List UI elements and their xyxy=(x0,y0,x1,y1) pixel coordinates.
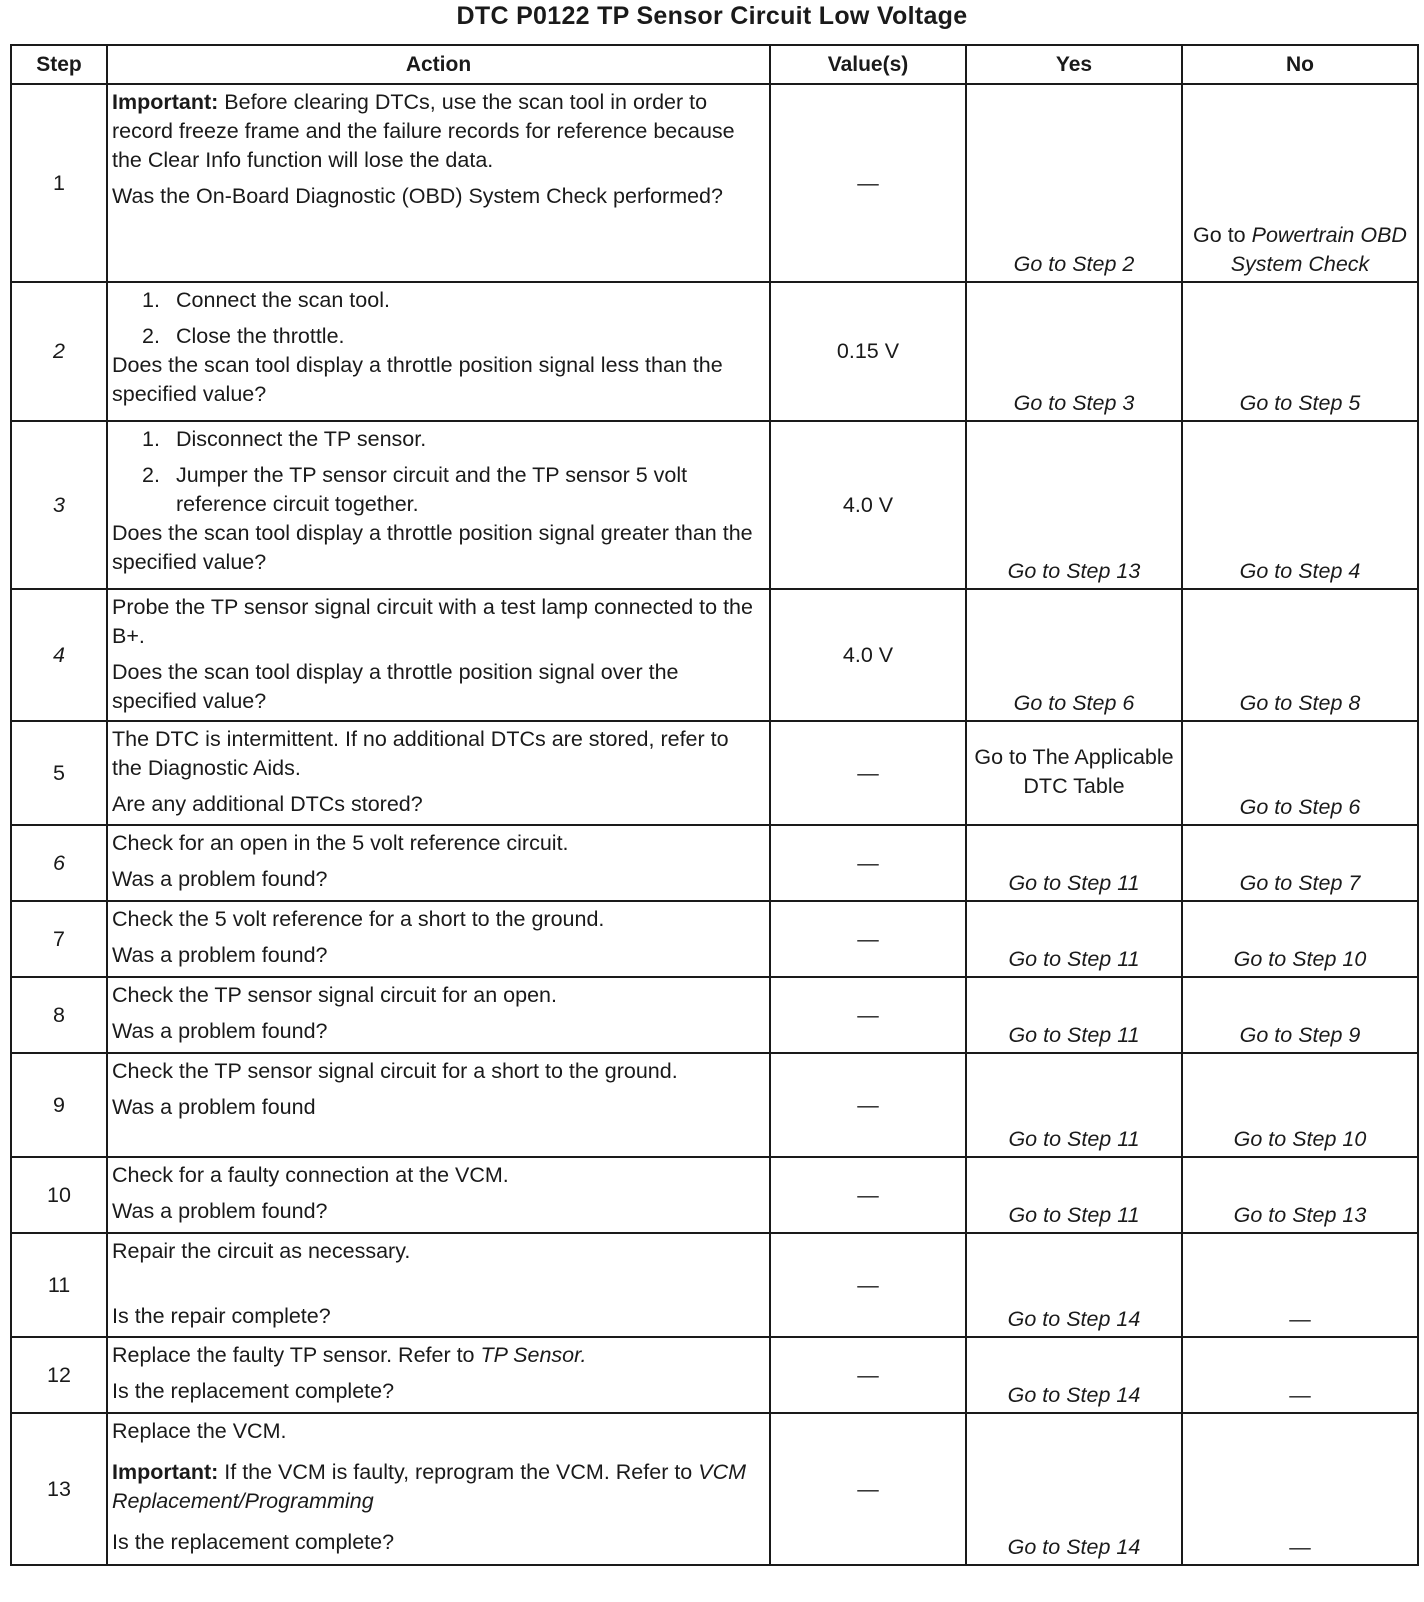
important-text: Before clearing DTCs, use the scan tool in order to record freeze frame and the failure records for reference because the Clear Info function will lose the data. xyxy=(112,90,735,172)
value-cell: — xyxy=(770,977,966,1053)
action-text: Probe the TP sensor signal circuit with a test lamp connected to the B+. xyxy=(112,595,753,648)
action-text: Repair the circuit as necessary. xyxy=(112,1239,411,1263)
action-text: Check the TP sensor signal circuit for a short to the ground. xyxy=(112,1059,678,1083)
step-number: 12 xyxy=(11,1337,107,1413)
yes-cell: Go to Step 11 xyxy=(966,825,1182,901)
table-row xyxy=(11,1053,1418,1157)
step-number: 9 xyxy=(11,1053,107,1157)
action-text: Replace the VCM. xyxy=(112,1419,287,1443)
table-row xyxy=(11,421,1418,589)
value-cell: — xyxy=(770,1413,966,1565)
table-row xyxy=(11,1233,1418,1337)
action-question: Is the repair complete? xyxy=(112,1304,331,1328)
step-number: 10 xyxy=(11,1157,107,1233)
action-text xyxy=(112,1341,763,1370)
step-number: 11 xyxy=(11,1233,107,1337)
column-header-step: Step xyxy=(11,45,107,84)
action-cell xyxy=(107,721,770,825)
step-number: 3 xyxy=(11,421,107,589)
value-cell: 4.0 V xyxy=(770,421,966,589)
no-cell: Go to Step 6 xyxy=(1182,721,1418,825)
action-text: Check for a faulty connection at the VCM. xyxy=(112,1163,509,1187)
important-text: If the VCM is faulty, reprogram the VCM. Refer to xyxy=(218,1460,699,1484)
action-question: Was a problem found? xyxy=(112,1199,328,1223)
value-cell: 4.0 V xyxy=(770,589,966,721)
step-number: 1 xyxy=(11,84,107,282)
action-question: Was the On-Board Diagnostic (OBD) System Check performed? xyxy=(112,184,723,208)
yes-cell: Go to Step 11 xyxy=(966,901,1182,977)
action-text: Check the TP sensor signal circuit for an open. xyxy=(112,983,557,1007)
no-cell: Go to Step 9 xyxy=(1182,977,1418,1053)
yes-cell: Go to Step 11 xyxy=(966,1053,1182,1157)
value-cell: 0.15 V xyxy=(770,282,966,421)
column-header-action: Action xyxy=(107,45,770,84)
action-text: Check the 5 volt reference for a short to the ground. xyxy=(112,907,605,931)
important-reference: VCM Replacement/Programming xyxy=(112,1460,747,1513)
table-row xyxy=(11,1157,1418,1233)
step-number: 4 xyxy=(11,589,107,721)
yes-cell: Go to Step 14 xyxy=(966,1413,1182,1565)
action-item-text: Jumper the TP sensor circuit and the TP sensor 5 volt reference circuit together. xyxy=(176,463,688,516)
value-cell: — xyxy=(770,84,966,282)
step-number: 5 xyxy=(11,721,107,825)
action-cell xyxy=(107,825,770,901)
table-row xyxy=(11,825,1418,901)
important-label: Important: xyxy=(112,1460,219,1484)
action-text-prefix: Replace the faulty TP sensor. Refer to xyxy=(112,1343,481,1367)
no-cell: — xyxy=(1182,1413,1418,1565)
action-cell xyxy=(107,1053,770,1157)
value-cell: — xyxy=(770,1157,966,1233)
table-row xyxy=(11,1337,1418,1413)
table-row xyxy=(11,589,1418,721)
action-list-item: 1. Connect the scan tool. xyxy=(142,288,390,312)
action-cell xyxy=(107,1233,770,1337)
step-number: 6 xyxy=(11,825,107,901)
action-question: Does the scan tool display a throttle position signal less than the specified value? xyxy=(112,353,723,406)
value-cell: — xyxy=(770,825,966,901)
important-note xyxy=(112,1458,763,1516)
action-question: Does the scan tool display a throttle position signal greater than the specified value? xyxy=(112,521,753,574)
no-prefix: Go to xyxy=(1193,223,1252,247)
yes-cell: Go to The Applicable DTC Table xyxy=(966,721,1182,825)
action-text: Check for an open in the 5 volt reference circuit. xyxy=(112,831,569,855)
no-cell: Go to Step 7 xyxy=(1182,825,1418,901)
step-number: 7 xyxy=(11,901,107,977)
step-number: 2 xyxy=(11,282,107,421)
value-cell: — xyxy=(770,1337,966,1413)
step-number: 8 xyxy=(11,977,107,1053)
action-cell xyxy=(107,1157,770,1233)
action-reference: TP Sensor. xyxy=(480,1343,587,1367)
action-cell xyxy=(107,1413,770,1565)
yes-cell: Go to Step 2 xyxy=(966,84,1182,282)
table-row xyxy=(11,721,1418,825)
action-cell xyxy=(107,589,770,721)
action-cell xyxy=(107,421,770,589)
no-cell: Go to Step 5 xyxy=(1182,282,1418,421)
no-cell: — xyxy=(1182,1337,1418,1413)
no-cell: — xyxy=(1182,1233,1418,1337)
step-number: 13 xyxy=(11,1413,107,1565)
table-row xyxy=(11,901,1418,977)
table-row xyxy=(11,282,1418,421)
action-list-item: 1. Disconnect the TP sensor. xyxy=(142,427,427,451)
value-cell: — xyxy=(770,721,966,825)
action-question: Is the replacement complete? xyxy=(112,1379,395,1403)
yes-cell: Go to Step 11 xyxy=(966,1157,1182,1233)
no-cell: Go to Step 13 xyxy=(1182,1157,1418,1233)
value-cell: — xyxy=(770,1233,966,1337)
yes-cell: Go to Step 14 xyxy=(966,1337,1182,1413)
no-cell: Go to Step 10 xyxy=(1182,1053,1418,1157)
action-item-text: Disconnect the TP sensor. xyxy=(176,427,427,451)
column-header-value: Value(s) xyxy=(770,45,966,84)
no-cell: Go to Step 10 xyxy=(1182,901,1418,977)
action-question: Was a problem found xyxy=(112,1095,316,1119)
action-question: Was a problem found? xyxy=(112,867,328,891)
diagnostic-table xyxy=(10,44,1419,1566)
important-label: Important: xyxy=(112,90,219,114)
yes-cell: Go to Step 6 xyxy=(966,589,1182,721)
action-item-text: Close the throttle. xyxy=(176,324,345,348)
table-row xyxy=(11,977,1418,1053)
no-cell: Go to Step 4 xyxy=(1182,421,1418,589)
no-cell xyxy=(1182,84,1418,282)
value-cell: — xyxy=(770,1053,966,1157)
action-cell xyxy=(107,1337,770,1413)
action-question: Was a problem found? xyxy=(112,943,328,967)
yes-cell: Go to Step 11 xyxy=(966,977,1182,1053)
table-row xyxy=(11,84,1418,282)
action-question: Are any additional DTCs stored? xyxy=(112,792,423,816)
action-question: Is the replacement complete? xyxy=(112,1530,395,1554)
column-header-no: No xyxy=(1182,45,1418,84)
table-row xyxy=(11,1413,1418,1565)
action-list-item: 2. Close the throttle. xyxy=(142,324,345,348)
action-cell xyxy=(107,977,770,1053)
table-header-row xyxy=(11,45,1418,84)
yes-cell: Go to Step 14 xyxy=(966,1233,1182,1337)
action-list-item: 2. Jumper the TP sensor circuit and the TP sensor 5 volt reference circuit together. xyxy=(142,463,688,516)
action-cell xyxy=(107,84,770,282)
action-item-text: Connect the scan tool. xyxy=(176,288,390,312)
action-text: The DTC is intermittent. If no additional DTCs are stored, refer to the Diagnostic Aids. xyxy=(112,727,729,780)
page-title: DTC P0122 TP Sensor Circuit Low Voltage xyxy=(456,2,968,30)
column-header-yes: Yes xyxy=(966,45,1182,84)
action-question: Was a problem found? xyxy=(112,1019,328,1043)
action-cell xyxy=(107,282,770,421)
important-note xyxy=(112,88,763,175)
action-cell xyxy=(107,901,770,977)
yes-cell: Go to Step 3 xyxy=(966,282,1182,421)
yes-cell: Go to Step 13 xyxy=(966,421,1182,589)
action-question: Does the scan tool display a throttle position signal over the specified value? xyxy=(112,660,679,713)
value-cell: — xyxy=(770,901,966,977)
no-cell: Go to Step 8 xyxy=(1182,589,1418,721)
no-reference: Powertrain OBD System Check xyxy=(1230,223,1407,276)
